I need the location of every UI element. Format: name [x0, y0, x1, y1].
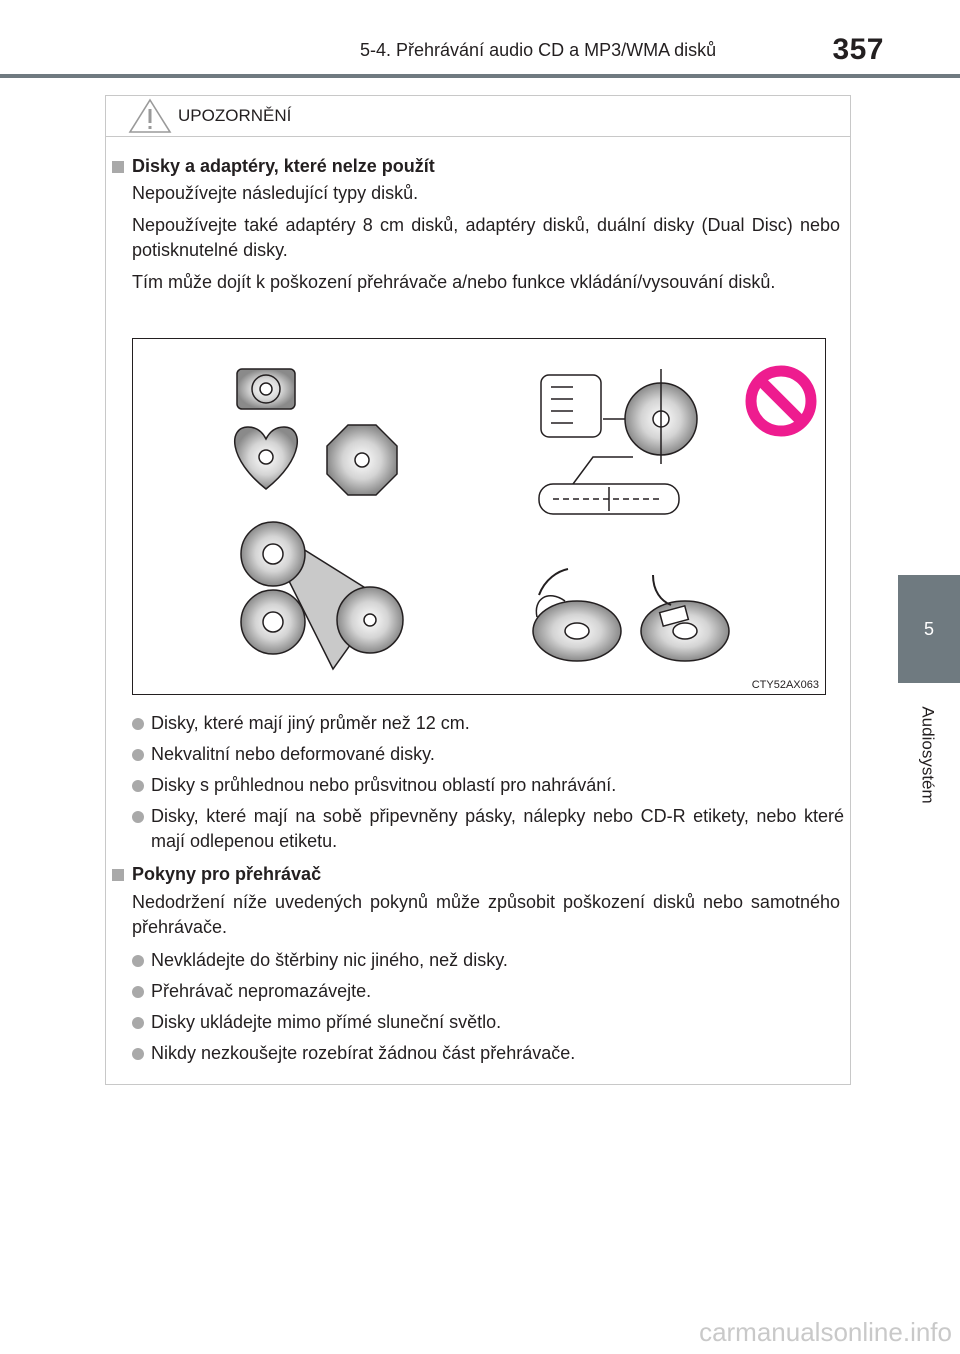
- heart-disc-icon: [235, 427, 298, 489]
- sticker-disc-icon: [641, 575, 729, 661]
- square-bullet-icon: [112, 869, 124, 881]
- round-bullet-icon: [132, 955, 144, 967]
- round-bullet-icon: [132, 749, 144, 761]
- watermark: carmanualsonline.info: [699, 1317, 952, 1347]
- list-item-text: Disky ukládejte mimo přímé sluneční světlo.: [151, 1012, 502, 1032]
- round-bullet-icon: [132, 811, 144, 823]
- round-bullet-icon: [132, 718, 144, 730]
- list-item-text: Nevkládejte do štěrbiny nic jiného, než disky.: [151, 950, 508, 970]
- list-item-text: Přehrávač nepromazávejte.: [151, 981, 372, 1001]
- list-item: [132, 1010, 844, 1035]
- round-bullet-icon: [132, 780, 144, 792]
- list-item: [132, 804, 844, 854]
- round-bullet-icon: [132, 1017, 144, 1029]
- unusable-discs-illustration: [132, 338, 826, 695]
- chapter-number: 5: [923, 618, 934, 639]
- discs-drawing: [133, 339, 825, 694]
- chapter-tab[interactable]: [898, 575, 960, 683]
- chapter-label-text: Audiosystém: [919, 706, 939, 804]
- octagon-disc-icon: [327, 425, 397, 495]
- caution-box: [105, 95, 851, 1085]
- caution-header: [106, 96, 850, 137]
- paragraph: Nedodržení níže uvedených pokynů může způsobit poškození disků nebo samotného přehrávače.: [132, 892, 840, 937]
- peeling-label-disc-icon: [533, 569, 621, 661]
- prohibition-icon: [751, 371, 811, 431]
- chapter-label: [890, 690, 960, 820]
- list-item-text: Nekvalitní nebo deformované disky.: [151, 744, 435, 764]
- list-item: [132, 979, 844, 1004]
- translucent-disc-icon: [541, 369, 697, 464]
- section-heading-text: Disky a adaptéry, které nelze použít: [132, 156, 435, 176]
- page-number: 357: [832, 33, 884, 66]
- round-bullet-icon: [132, 986, 144, 998]
- list-item: [132, 948, 844, 973]
- list-item-text: Disky, které mají jiný průměr než 12 cm.: [151, 713, 470, 733]
- list-item-text: Nikdy nezkoušejte rozebírat žádnou část přehrávače.: [151, 1043, 576, 1063]
- caution-label: UPOZORNĚNÍ: [178, 106, 292, 125]
- square-bullet-icon: [112, 161, 124, 173]
- list-item: [132, 773, 844, 798]
- adapter-discs-icon: [241, 522, 403, 669]
- paragraph: Nepoužívejte také adaptéry 8 cm disků, adaptéry disků, duální disky (Dual Disc) nebo potisknutelné disky.: [132, 215, 840, 260]
- header-title: 5-4. Přehrávání audio CD a MP3/WMA disků: [360, 40, 717, 60]
- list-item: [132, 711, 844, 736]
- round-bullet-icon: [132, 1048, 144, 1060]
- list-item: [132, 742, 844, 767]
- section-heading-text: Pokyny pro přehrávač: [132, 864, 322, 884]
- list-item: [132, 1041, 844, 1066]
- paragraph: Tím může dojít k poškození přehrávače a/nebo funkce vkládání/vysouvání disků.: [132, 272, 776, 292]
- header-rule: [0, 74, 960, 78]
- list-item-text: Disky s průhlednou nebo průsvitnou oblastí pro nahrávání.: [151, 775, 617, 795]
- warning-triangle-icon: [128, 98, 172, 134]
- paragraph: Nepoužívejte následující typy disků.: [132, 183, 419, 203]
- illustration-code: CTY52AX063: [751, 679, 819, 691]
- square-disc-icon: [237, 369, 295, 409]
- list-item-text: Disky, které mají na sobě připevněny pásky, nálepky nebo CD-R etikety, nebo které mají odlepenou etiketu.: [151, 806, 844, 851]
- deformed-disc-icon: [539, 457, 679, 514]
